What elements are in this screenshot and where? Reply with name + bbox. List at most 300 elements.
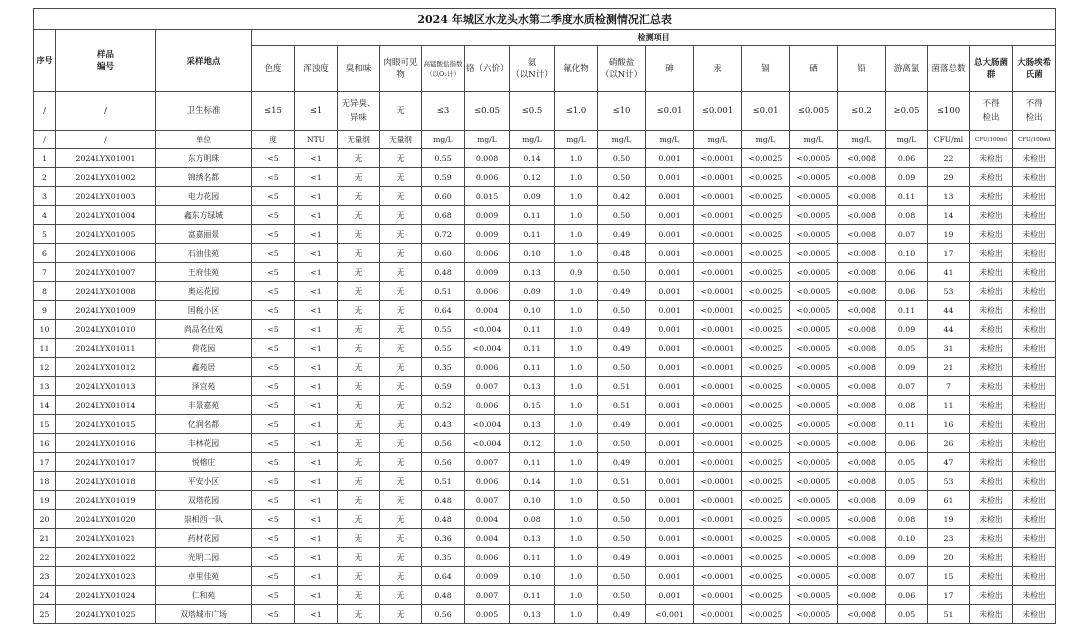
cell-total-coliform: 未检出 xyxy=(970,206,1013,225)
cell-visible-matter: 无 xyxy=(380,415,422,434)
cell-e-coli: 未检出 xyxy=(1013,586,1056,605)
cell-permanganate-index: 0.60 xyxy=(422,244,465,263)
cell-visible-matter: 无 xyxy=(380,396,422,415)
cell-nitrate: 0.50 xyxy=(598,263,646,282)
cell-seq: 18 xyxy=(34,472,56,491)
standard-value: 无 xyxy=(380,92,422,131)
cell-seq: 24 xyxy=(34,586,56,605)
cell-seq: 10 xyxy=(34,320,56,339)
cell-free-chlorine: 0.06 xyxy=(886,586,928,605)
cell-chroma: <5 xyxy=(252,548,295,567)
cell-lead: <0.008 xyxy=(838,339,886,358)
cell-lead: <0.008 xyxy=(838,548,886,567)
cell-lead: <0.008 xyxy=(838,263,886,282)
cell-free-chlorine: 0.05 xyxy=(886,339,928,358)
standard-value: ≤0.01 xyxy=(742,92,790,131)
cell-visible-matter: 无 xyxy=(380,149,422,168)
cell-total-coliform: 未检出 xyxy=(970,149,1013,168)
cell-turbidity: <1 xyxy=(295,586,338,605)
cell-visible-matter: 无 xyxy=(380,586,422,605)
standard-seq: / xyxy=(34,92,56,131)
table-row xyxy=(34,263,1056,282)
cell-odor-taste: 无 xyxy=(338,187,380,206)
cell-fluoride: 1.0 xyxy=(555,453,598,472)
cell-chromium-vi: 0.006 xyxy=(465,396,510,415)
cell-visible-matter: 无 xyxy=(380,548,422,567)
table-row xyxy=(34,605,1056,624)
cell-free-chlorine: 0.09 xyxy=(886,320,928,339)
cell-seq: 5 xyxy=(34,225,56,244)
cell-mercury: <0.0001 xyxy=(694,187,742,206)
cell-total-coliform: 未检出 xyxy=(970,567,1013,586)
cell-mercury: <0.0001 xyxy=(694,605,742,624)
cell-sample-id: 2024LYX01015 xyxy=(56,415,156,434)
cell-chroma: <5 xyxy=(252,586,295,605)
standard-value: ≤0.005 xyxy=(790,92,838,131)
standard-value: ≤3 xyxy=(422,92,465,131)
cell-cadmium: <0.0025 xyxy=(742,510,790,529)
cell-chromium-vi: 0.006 xyxy=(465,358,510,377)
standard-value: ≤0.001 xyxy=(694,92,742,131)
cell-lead: <0.008 xyxy=(838,491,886,510)
cell-sampling-location: 丰林花园 xyxy=(156,434,252,453)
cell-turbidity: <1 xyxy=(295,320,338,339)
unit-value: NTU xyxy=(295,131,338,149)
cell-permanganate-index: 0.59 xyxy=(422,168,465,187)
cell-total-coliform: 未检出 xyxy=(970,358,1013,377)
cell-chroma: <5 xyxy=(252,149,295,168)
test-item-header: 菌落总数 xyxy=(928,46,970,92)
cell-sample-id: 2024LYX01017 xyxy=(56,453,156,472)
cell-chroma: <5 xyxy=(252,358,295,377)
cell-colony-count: 47 xyxy=(928,453,970,472)
cell-colony-count: 44 xyxy=(928,320,970,339)
cell-fluoride: 1.0 xyxy=(555,434,598,453)
cell-seq: 14 xyxy=(34,396,56,415)
cell-turbidity: <1 xyxy=(295,491,338,510)
cell-arsenic: 0.001 xyxy=(646,339,694,358)
cell-colony-count: 51 xyxy=(928,605,970,624)
cell-colony-count: 13 xyxy=(928,187,970,206)
cell-mercury: <0.0001 xyxy=(694,339,742,358)
cell-sample-id: 2024LYX01009 xyxy=(56,301,156,320)
cell-turbidity: <1 xyxy=(295,225,338,244)
cell-chroma: <5 xyxy=(252,301,295,320)
cell-free-chlorine: 0.11 xyxy=(886,187,928,206)
cell-fluoride: 1.0 xyxy=(555,415,598,434)
cell-chroma: <5 xyxy=(252,206,295,225)
cell-e-coli: 未检出 xyxy=(1013,529,1056,548)
cell-chromium-vi: 0.004 xyxy=(465,510,510,529)
cell-total-coliform: 未检出 xyxy=(970,586,1013,605)
cell-cadmium: <0.0025 xyxy=(742,377,790,396)
cell-sample-id: 2024LYX01018 xyxy=(56,472,156,491)
cell-selenium: <0.0005 xyxy=(790,510,838,529)
cell-chroma: <5 xyxy=(252,396,295,415)
cell-free-chlorine: 0.07 xyxy=(886,567,928,586)
cell-total-coliform: 未检出 xyxy=(970,605,1013,624)
cell-sample-id: 2024LYX01004 xyxy=(56,206,156,225)
cell-lead: <0.008 xyxy=(838,358,886,377)
cell-arsenic: 0.001 xyxy=(646,377,694,396)
cell-arsenic: 0.001 xyxy=(646,263,694,282)
cell-fluoride: 1.0 xyxy=(555,225,598,244)
cell-sample-id: 2024LYX01003 xyxy=(56,187,156,206)
cell-fluoride: 1.0 xyxy=(555,586,598,605)
cell-turbidity: <1 xyxy=(295,301,338,320)
test-item-header: 总大肠菌群 xyxy=(970,46,1013,92)
cell-colony-count: 41 xyxy=(928,263,970,282)
cell-cadmium: <0.0025 xyxy=(742,187,790,206)
cell-chromium-vi: 0.004 xyxy=(465,529,510,548)
cell-colony-count: 19 xyxy=(928,510,970,529)
cell-lead: <0.008 xyxy=(838,149,886,168)
cell-total-coliform: 未检出 xyxy=(970,244,1013,263)
cell-turbidity: <1 xyxy=(295,472,338,491)
table-row xyxy=(34,168,1056,187)
cell-sample-id: 2024LYX01007 xyxy=(56,263,156,282)
cell-chroma: <5 xyxy=(252,225,295,244)
cell-fluoride: 1.0 xyxy=(555,548,598,567)
cell-selenium: <0.0005 xyxy=(790,567,838,586)
cell-ammonia: 0.13 xyxy=(510,529,555,548)
cell-selenium: <0.0005 xyxy=(790,301,838,320)
cell-selenium: <0.0005 xyxy=(790,149,838,168)
cell-cadmium: <0.0025 xyxy=(742,472,790,491)
sample-rows xyxy=(34,149,1056,624)
cell-chroma: <5 xyxy=(252,377,295,396)
cell-cadmium: <0.0025 xyxy=(742,206,790,225)
cell-arsenic: <0.001 xyxy=(646,605,694,624)
cell-sampling-location: 崇相西一队 xyxy=(156,510,252,529)
cell-mercury: <0.0001 xyxy=(694,396,742,415)
cell-permanganate-index: 0.43 xyxy=(422,415,465,434)
cell-selenium: <0.0005 xyxy=(790,206,838,225)
cell-chroma: <5 xyxy=(252,605,295,624)
cell-cadmium: <0.0025 xyxy=(742,225,790,244)
cell-sampling-location: 国税小区 xyxy=(156,301,252,320)
cell-turbidity: <1 xyxy=(295,339,338,358)
cell-visible-matter: 无 xyxy=(380,453,422,472)
cell-free-chlorine: 0.05 xyxy=(886,453,928,472)
cell-lead: <0.008 xyxy=(838,434,886,453)
cell-permanganate-index: 0.59 xyxy=(422,377,465,396)
table-row xyxy=(34,358,1056,377)
cell-sample-id: 2024LYX01001 xyxy=(56,149,156,168)
cell-nitrate: 0.51 xyxy=(598,472,646,491)
cell-seq: 22 xyxy=(34,548,56,567)
cell-colony-count: 19 xyxy=(928,225,970,244)
cell-visible-matter: 无 xyxy=(380,301,422,320)
cell-nitrate: 0.50 xyxy=(598,491,646,510)
cell-chromium-vi: 0.006 xyxy=(465,282,510,301)
cell-sampling-location: 尚品名仕苑 xyxy=(156,320,252,339)
cell-visible-matter: 无 xyxy=(380,339,422,358)
test-item-header: 氨 （以N计） xyxy=(510,46,555,92)
cell-selenium: <0.0005 xyxy=(790,548,838,567)
table-row xyxy=(34,434,1056,453)
cell-selenium: <0.0005 xyxy=(790,453,838,472)
test-item-header: 硝酸盐 （以N计） xyxy=(598,46,646,92)
cell-total-coliform: 未检出 xyxy=(970,510,1013,529)
cell-lead: <0.008 xyxy=(838,510,886,529)
table-row xyxy=(34,567,1056,586)
cell-sample-id: 2024LYX01010 xyxy=(56,320,156,339)
cell-sampling-location: 仁和苑 xyxy=(156,586,252,605)
standard-value: 不得 检出 xyxy=(1013,92,1056,131)
cell-total-coliform: 未检出 xyxy=(970,529,1013,548)
cell-nitrate: 0.50 xyxy=(598,358,646,377)
unit-value: mg/L xyxy=(838,131,886,149)
cell-odor-taste: 无 xyxy=(338,567,380,586)
cell-chroma: <5 xyxy=(252,491,295,510)
cell-fluoride: 1.0 xyxy=(555,567,598,586)
cell-seq: 17 xyxy=(34,453,56,472)
unit-value: 无量纲 xyxy=(338,131,380,149)
cell-mercury: <0.0001 xyxy=(694,415,742,434)
standard-value: ≤1.0 xyxy=(555,92,598,131)
cell-colony-count: 53 xyxy=(928,472,970,491)
cell-fluoride: 0.9 xyxy=(555,263,598,282)
unit-label: 单位 xyxy=(156,131,252,149)
cell-nitrate: 0.49 xyxy=(598,320,646,339)
header-location: 采样地点 xyxy=(156,30,252,92)
cell-seq: 13 xyxy=(34,377,56,396)
cell-odor-taste: 无 xyxy=(338,453,380,472)
table-row xyxy=(34,206,1056,225)
cell-sampling-location: 鑫东方绿城 xyxy=(156,206,252,225)
cell-free-chlorine: 0.10 xyxy=(886,244,928,263)
cell-chroma: <5 xyxy=(252,453,295,472)
cell-free-chlorine: 0.11 xyxy=(886,415,928,434)
cell-seq: 6 xyxy=(34,244,56,263)
cell-permanganate-index: 0.51 xyxy=(422,282,465,301)
cell-seq: 15 xyxy=(34,415,56,434)
cell-chromium-vi: <0.004 xyxy=(465,320,510,339)
cell-seq: 12 xyxy=(34,358,56,377)
table-row xyxy=(34,149,1056,168)
cell-fluoride: 1.0 xyxy=(555,472,598,491)
cell-seq: 7 xyxy=(34,263,56,282)
cell-mercury: <0.0001 xyxy=(694,282,742,301)
table-row xyxy=(34,320,1056,339)
cell-sampling-location: 药材花园 xyxy=(156,529,252,548)
cell-e-coli: 未检出 xyxy=(1013,263,1056,282)
unit-value: 无量纲 xyxy=(380,131,422,149)
cell-arsenic: 0.001 xyxy=(646,548,694,567)
cell-chromium-vi: 0.007 xyxy=(465,586,510,605)
cell-fluoride: 1.0 xyxy=(555,510,598,529)
standard-value: 无异臭、异味 xyxy=(338,92,380,131)
cell-turbidity: <1 xyxy=(295,282,338,301)
cell-permanganate-index: 0.48 xyxy=(422,510,465,529)
test-item-header: 镉 xyxy=(742,46,790,92)
cell-fluoride: 1.0 xyxy=(555,187,598,206)
cell-seq: 25 xyxy=(34,605,56,624)
cell-turbidity: <1 xyxy=(295,149,338,168)
cell-selenium: <0.0005 xyxy=(790,282,838,301)
cell-ammonia: 0.08 xyxy=(510,510,555,529)
unit-value: mg/L xyxy=(555,131,598,149)
cell-permanganate-index: 0.64 xyxy=(422,567,465,586)
cell-selenium: <0.0005 xyxy=(790,339,838,358)
cell-chromium-vi: 0.007 xyxy=(465,453,510,472)
standard-value: ≤0.5 xyxy=(510,92,555,131)
cell-sampling-location: 东方明珠 xyxy=(156,149,252,168)
cell-lead: <0.008 xyxy=(838,396,886,415)
cell-sampling-location: 悦榕庄 xyxy=(156,453,252,472)
cell-cadmium: <0.0025 xyxy=(742,358,790,377)
cell-permanganate-index: 0.35 xyxy=(422,548,465,567)
table-row xyxy=(34,548,1056,567)
standard-sample-id: / xyxy=(56,92,156,131)
cell-permanganate-index: 0.48 xyxy=(422,491,465,510)
cell-chroma: <5 xyxy=(252,434,295,453)
cell-lead: <0.008 xyxy=(838,187,886,206)
cell-cadmium: <0.0025 xyxy=(742,244,790,263)
cell-e-coli: 未检出 xyxy=(1013,453,1056,472)
cell-turbidity: <1 xyxy=(295,567,338,586)
cell-visible-matter: 无 xyxy=(380,320,422,339)
cell-mercury: <0.0001 xyxy=(694,548,742,567)
cell-nitrate: 0.49 xyxy=(598,605,646,624)
cell-fluoride: 1.0 xyxy=(555,396,598,415)
cell-sample-id: 2024LYX01002 xyxy=(56,168,156,187)
cell-cadmium: <0.0025 xyxy=(742,339,790,358)
cell-free-chlorine: 0.07 xyxy=(886,377,928,396)
cell-fluoride: 1.0 xyxy=(555,282,598,301)
cell-selenium: <0.0005 xyxy=(790,263,838,282)
cell-selenium: <0.0005 xyxy=(790,244,838,263)
cell-cadmium: <0.0025 xyxy=(742,567,790,586)
cell-permanganate-index: 0.55 xyxy=(422,320,465,339)
cell-odor-taste: 无 xyxy=(338,396,380,415)
cell-arsenic: 0.001 xyxy=(646,396,694,415)
cell-e-coli: 未检出 xyxy=(1013,149,1056,168)
cell-odor-taste: 无 xyxy=(338,434,380,453)
cell-visible-matter: 无 xyxy=(380,225,422,244)
cell-nitrate: 0.50 xyxy=(598,510,646,529)
test-item-header: 汞 xyxy=(694,46,742,92)
cell-odor-taste: 无 xyxy=(338,472,380,491)
table-row xyxy=(34,377,1056,396)
cell-visible-matter: 无 xyxy=(380,472,422,491)
cell-odor-taste: 无 xyxy=(338,529,380,548)
cell-chromium-vi: 0.004 xyxy=(465,301,510,320)
cell-cadmium: <0.0025 xyxy=(742,263,790,282)
cell-e-coli: 未检出 xyxy=(1013,510,1056,529)
cell-odor-taste: 无 xyxy=(338,225,380,244)
table-row xyxy=(34,529,1056,548)
cell-cadmium: <0.0025 xyxy=(742,149,790,168)
cell-sampling-location: 双塔花园 xyxy=(156,491,252,510)
cell-arsenic: 0.001 xyxy=(646,206,694,225)
cell-seq: 20 xyxy=(34,510,56,529)
cell-visible-matter: 无 xyxy=(380,358,422,377)
cell-ammonia: 0.10 xyxy=(510,491,555,510)
cell-ammonia: 0.14 xyxy=(510,149,555,168)
cell-turbidity: <1 xyxy=(295,548,338,567)
cell-chroma: <5 xyxy=(252,244,295,263)
cell-cadmium: <0.0025 xyxy=(742,396,790,415)
cell-lead: <0.008 xyxy=(838,206,886,225)
unit-value: mg/L xyxy=(422,131,465,149)
cell-chromium-vi: 0.005 xyxy=(465,605,510,624)
cell-chromium-vi: 0.006 xyxy=(465,244,510,263)
cell-lead: <0.008 xyxy=(838,529,886,548)
cell-fluoride: 1.0 xyxy=(555,168,598,187)
cell-turbidity: <1 xyxy=(295,605,338,624)
cell-colony-count: 20 xyxy=(928,548,970,567)
cell-free-chlorine: 0.06 xyxy=(886,282,928,301)
cell-nitrate: 0.48 xyxy=(598,244,646,263)
cell-nitrate: 0.49 xyxy=(598,282,646,301)
test-item-header: 浑浊度 xyxy=(295,46,338,92)
cell-total-coliform: 未检出 xyxy=(970,415,1013,434)
cell-mercury: <0.0001 xyxy=(694,453,742,472)
cell-seq: 3 xyxy=(34,187,56,206)
cell-colony-count: 17 xyxy=(928,244,970,263)
water-quality-report-sheet xyxy=(33,8,1055,624)
table-row xyxy=(34,415,1056,434)
cell-turbidity: <1 xyxy=(295,529,338,548)
standard-value: ≤0.2 xyxy=(838,92,886,131)
cell-e-coli: 未检出 xyxy=(1013,548,1056,567)
cell-selenium: <0.0005 xyxy=(790,168,838,187)
cell-colony-count: 29 xyxy=(928,168,970,187)
cell-turbidity: <1 xyxy=(295,434,338,453)
cell-permanganate-index: 0.55 xyxy=(422,339,465,358)
cell-free-chlorine: 0.08 xyxy=(886,396,928,415)
cell-visible-matter: 无 xyxy=(380,187,422,206)
test-item-header: 肉眼可见物 xyxy=(380,46,422,92)
cell-permanganate-index: 0.56 xyxy=(422,453,465,472)
cell-sampling-location: 丰景嘉苑 xyxy=(156,396,252,415)
cell-cadmium: <0.0025 xyxy=(742,320,790,339)
cell-seq: 1 xyxy=(34,149,56,168)
cell-chromium-vi: 0.009 xyxy=(465,263,510,282)
cell-selenium: <0.0005 xyxy=(790,491,838,510)
cell-ammonia: 0.13 xyxy=(510,263,555,282)
unit-value: mg/L xyxy=(598,131,646,149)
cell-seq: 8 xyxy=(34,282,56,301)
cell-mercury: <0.0001 xyxy=(694,263,742,282)
cell-sampling-location: 亿润名都 xyxy=(156,415,252,434)
cell-mercury: <0.0001 xyxy=(694,510,742,529)
cell-turbidity: <1 xyxy=(295,358,338,377)
cell-arsenic: 0.001 xyxy=(646,415,694,434)
cell-colony-count: 22 xyxy=(928,149,970,168)
cell-ammonia: 0.09 xyxy=(510,187,555,206)
cell-arsenic: 0.001 xyxy=(646,434,694,453)
cell-e-coli: 未检出 xyxy=(1013,301,1056,320)
cell-e-coli: 未检出 xyxy=(1013,339,1056,358)
test-item-header: 铅 xyxy=(838,46,886,92)
cell-sample-id: 2024LYX01008 xyxy=(56,282,156,301)
cell-chromium-vi: 0.008 xyxy=(465,149,510,168)
cell-e-coli: 未检出 xyxy=(1013,491,1056,510)
cell-arsenic: 0.001 xyxy=(646,358,694,377)
cell-odor-taste: 无 xyxy=(338,358,380,377)
cell-odor-taste: 无 xyxy=(338,263,380,282)
cell-ammonia: 0.11 xyxy=(510,358,555,377)
cell-ammonia: 0.11 xyxy=(510,320,555,339)
cell-sample-id: 2024LYX01005 xyxy=(56,225,156,244)
cell-free-chlorine: 0.07 xyxy=(886,225,928,244)
cell-total-coliform: 未检出 xyxy=(970,263,1013,282)
cell-mercury: <0.0001 xyxy=(694,434,742,453)
cell-nitrate: 0.49 xyxy=(598,225,646,244)
